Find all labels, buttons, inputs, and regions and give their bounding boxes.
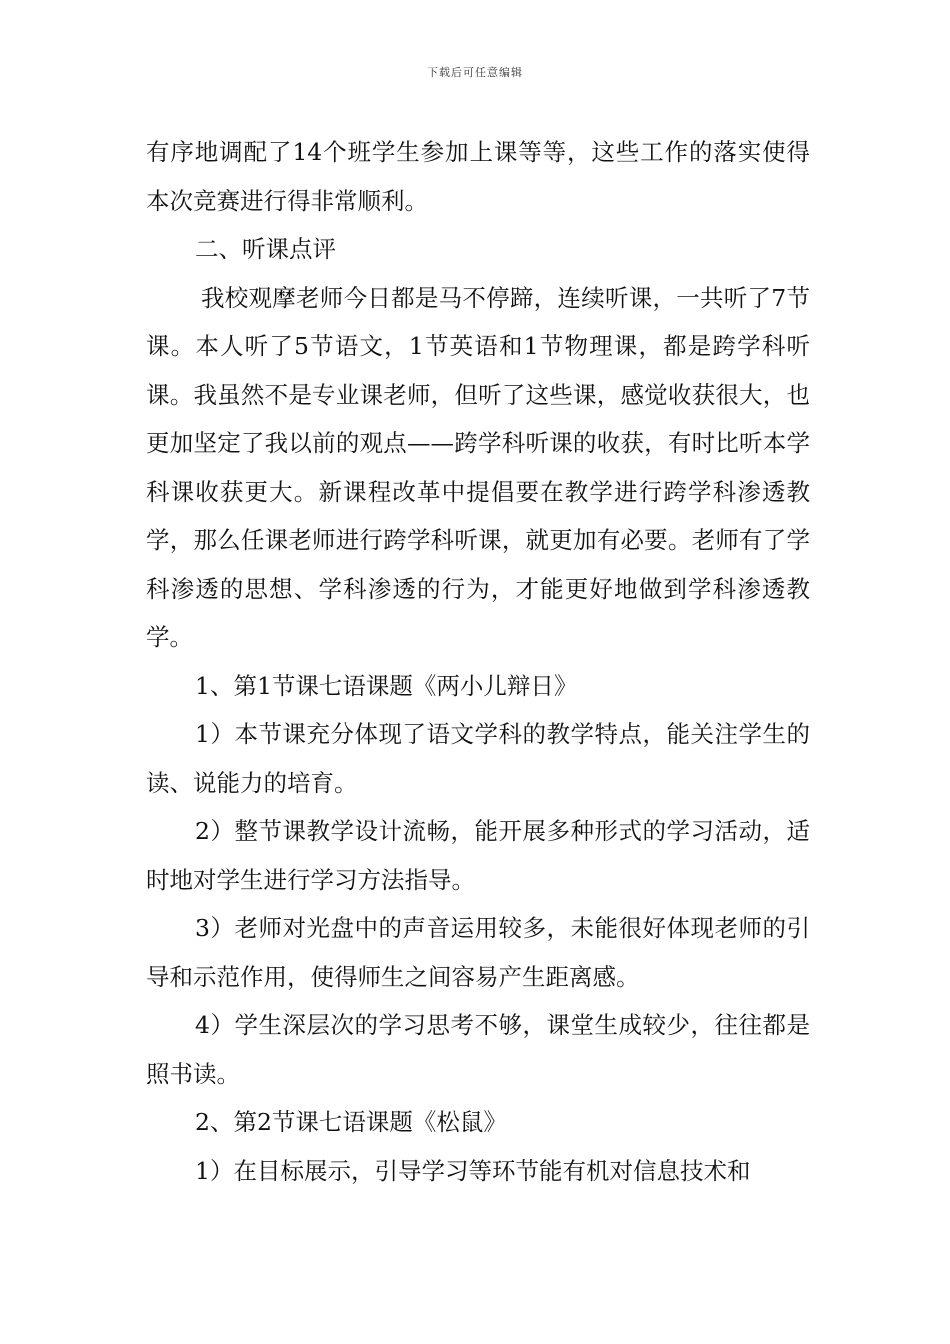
lesson-1-point-3: 3）老师对光盘中的声音运用较多，未能很好体现老师的引导和示范作用，使得师生之间容易产生距离感。 bbox=[146, 914, 810, 991]
lesson-1-point-2: 2）整节课教学设计流畅，能开展多种形式的学习活动，适时地对学生进行学习方法指导。 bbox=[146, 817, 810, 894]
lesson-1-point-4: 4）学生深层次的学习思考不够，课堂生成较少，往往都是照书读。 bbox=[146, 1011, 810, 1088]
lesson-2-heading: 2、第2节课七语课题《松鼠》 bbox=[195, 1108, 507, 1136]
paragraph-continuation: 有序地调配了14个班学生参加上课等等，这些工作的落实使得本次竞赛进行得非常顺利。 bbox=[146, 138, 810, 215]
lesson-1-heading: 1、第1节课七语课题《两小儿辩日》 bbox=[195, 671, 578, 700]
page-header: 下载后可任意编辑 bbox=[427, 66, 523, 79]
document-body bbox=[146, 128, 810, 1195]
paragraph-observation-summary: 我校观摩老师今日都是马不停蹄，连续听课，一共听了7节课。本人听了5节语文，1节英语和1节物理课，都是跨学科听课。我虽然不是专业课老师，但听了这些课，感觉收获很大，也更加坚定了我以前的观点——跨学科听课的收获，有时比听本学科课收获更大。新课程改革中提倡要在教学进行跨学科渗透教学，那么任课老师进行跨学科听课，就更加有必要。老师有了学科渗透的思想、学科渗透的行为，才能更好地做到学科渗透教学。 bbox=[146, 283, 810, 651]
lesson-1-point-1: 1）本节课充分体现了语文学科的教学特点，能关注学生的读、说能力的培育。 bbox=[146, 720, 810, 797]
lesson-2-point-1: 1）在目标展示，引导学习等环节能有机对信息技术和 bbox=[195, 1156, 751, 1185]
section-heading-lesson-review: 二、听课点评 bbox=[195, 235, 336, 263]
